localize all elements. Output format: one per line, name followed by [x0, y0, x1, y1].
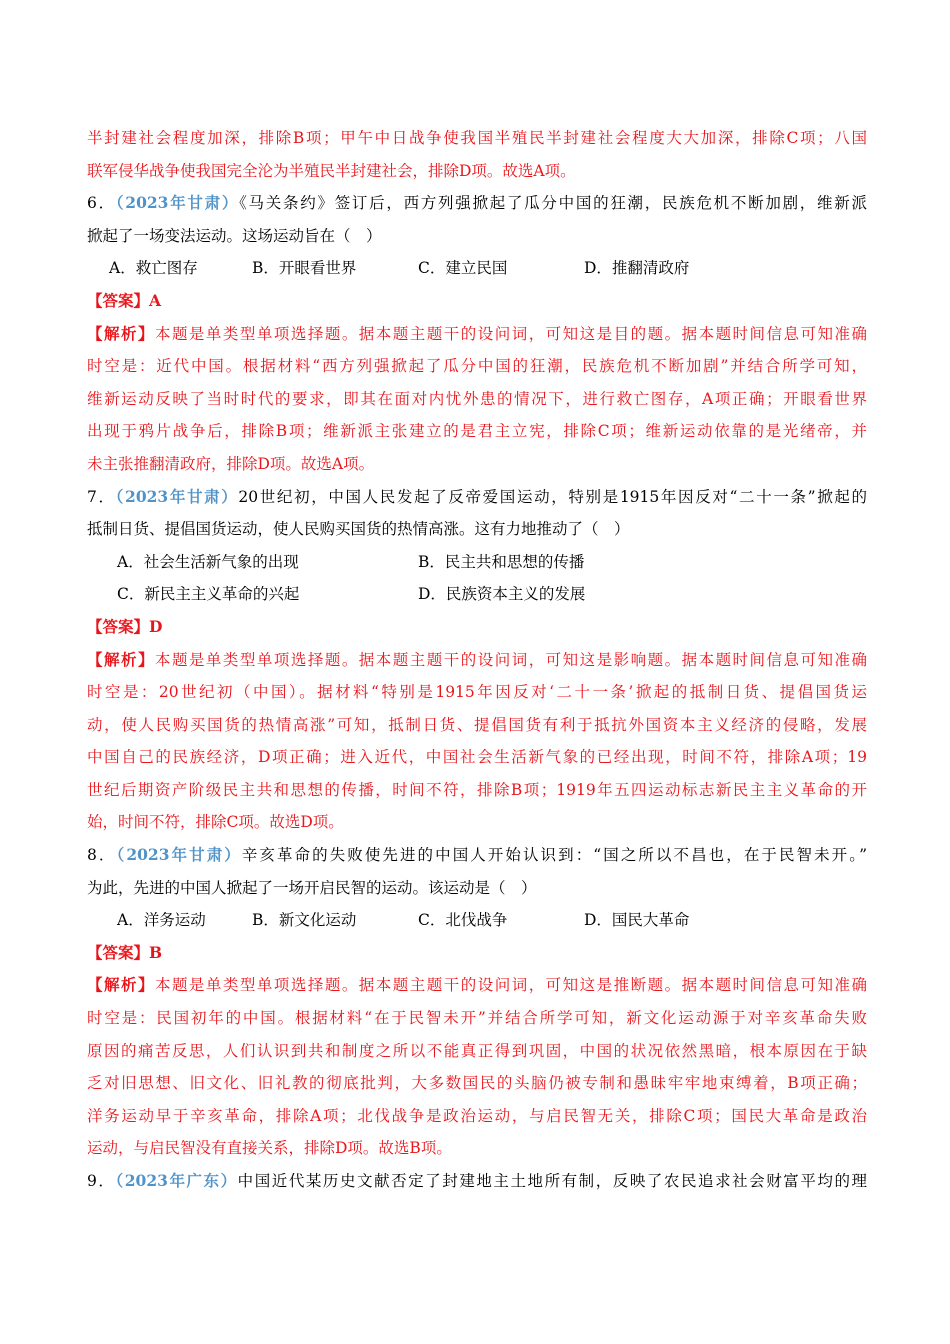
- analysis-label: 【解析】: [87, 975, 155, 995]
- analysis-line: 【解析】本题是单类型单项选择题。据本题主题干的设问词，可知这是影响题。据本题时间信息可知准确: [87, 649, 867, 669]
- analysis-line: 动，使人民购买国货的热情高涨”可知，抵制日货、提倡国货有利于抵抗外国资本主义经济的侵略，发展: [87, 715, 867, 734]
- options-row: [87, 252, 867, 285]
- analysis-line: 世纪后期资产阶级民主共和思想的传播，时间不符，排除B项；1919年五四运动标志新民主主义革命的开: [87, 780, 867, 799]
- analysis-line: 原因的痛苦反思，人们认识到共和制度之所以不能真正得到巩固，中国的状况依然黑暗，根本原因在于缺: [87, 1041, 867, 1060]
- question-6: [87, 187, 867, 480]
- option-a: A．洋务运动: [117, 911, 206, 930]
- analysis-label: 【解析】: [87, 323, 155, 343]
- analysis-line: 未主张推翻清政府，排除D项。故选A项。: [87, 454, 375, 473]
- option-d: D．推翻清政府: [584, 259, 690, 278]
- source-tag: （2023年广东）: [115, 1171, 238, 1190]
- question-number: 6．: [87, 194, 116, 213]
- analysis-line: 运动，与启民智没有直接关系，排除D项。故选B项。: [87, 1139, 452, 1158]
- analysis-continuation-line: 半封建社会程度加深，排除B项；甲午中日战争使我国半殖民半封建社会程度大大加深，排除C项；八国: [87, 129, 867, 147]
- analysis-line: 乏对旧思想、旧文化、旧礼教的彻底批判，大多数国民的头脑仍被专制和愚昧牢牢地束缚着，B项正确；: [87, 1074, 867, 1093]
- question-9: [87, 1165, 867, 1198]
- analysis-line: 中国自己的民族经济，D项正确；进入近代，中国社会生活新气象的已经出现，时间不符，排除A项；19: [87, 748, 867, 767]
- question-stem: 8．（2023年甘肃）辛亥革命的失败使先进的中国人开始认识到：“国之所以不昌也，在于民智未开。”: [87, 845, 867, 865]
- options-row: [87, 904, 867, 937]
- option-d: D．民族资本主义的发展: [418, 585, 586, 604]
- question-stem-line: 掀起了一场变法运动。这场运动旨在（ ）: [87, 226, 382, 245]
- analysis-line: 【解析】本题是单类型单项选择题。据本题主题干的设问词，可知这是推断题。据本题时间信息可知准确: [87, 975, 867, 995]
- option-c: C．新民主主义革命的兴起: [117, 585, 300, 604]
- answer-line: 【答案】A: [87, 290, 162, 310]
- option-a: A．救亡图存: [109, 259, 198, 278]
- question-stem-line: 为此，先进的中国人掀起了一场开启民智的运动。该运动是（ ）: [87, 878, 537, 897]
- option-c: C．建立民国: [418, 259, 508, 278]
- question-stem: 9．（2023年广东）中国近代某历史文献否定了封建地主土地所有制，反映了农民追求社会财富平均的理: [87, 1171, 867, 1190]
- question-stem: 7．（2023年甘肃）20世纪初，中国人民发起了反帝爱国运动，特别是1915年因反对“二十一条”掀起的: [87, 486, 867, 506]
- question-number: 9．: [87, 1172, 116, 1190]
- option-b: B．开眼看世界: [252, 259, 357, 278]
- question-number: 7．: [87, 487, 116, 506]
- option-a: A．社会生活新气象的出现: [117, 552, 299, 571]
- analysis-line: 时空是：民国初年的中国。根据材料“在于民智未开”并结合所学可知，新文化运动源于对辛亥革命失败: [87, 1009, 867, 1028]
- analysis-continuation-line: 联军侵华战争使我国完全沦为半殖民半封建社会，排除D项。故选A项。: [87, 161, 576, 180]
- answer-line: 【答案】B: [87, 942, 163, 962]
- analysis-line: 时空是：近代中国。根据材料“西方列强掀起了瓜分中国的狂潮，民族危机不断加剧”并结合所学可知，: [87, 357, 867, 376]
- source-tag: （2023年甘肃）: [116, 845, 242, 865]
- source-tag: （2023年甘肃）: [115, 486, 239, 506]
- analysis-line: 出现于鸦片战争后，排除B项；维新派主张建立的是君主立宪，排除C项；维新运动依靠的是光绪帝，并: [87, 422, 867, 441]
- option-d: D．国民大革命: [584, 911, 690, 930]
- analysis-line: 始，时间不符，排除C项。故选D项。: [87, 813, 344, 832]
- answer-line: 【答案】D: [87, 616, 163, 636]
- document-page: [87, 122, 867, 1198]
- analysis-line: 维新运动反映了当时时代的要求，即其在面对内忧外患的情况下，进行救亡图存，A项正确；开眼看世界: [87, 389, 867, 408]
- analysis-line: 时空是：20世纪初（中国）。据材料“特别是1915年因反对‘二十一条’掀起的抵制日货、提倡国货运: [87, 683, 867, 702]
- answer-value: B: [149, 942, 163, 962]
- option-c: C．北伐战争: [418, 911, 508, 930]
- option-b: B．民主共和思想的传播: [418, 552, 585, 571]
- analysis-line: 洋务运动早于辛亥革命，排除A项；北伐战争是政治运动，与启民智无关，排除C项；国民大革命是政治: [87, 1106, 867, 1125]
- options-row: [87, 578, 867, 611]
- question-stem-line: 抵制日货、提倡国货运动，使人民购买国货的热情高涨。这有力地推动了（ ）: [87, 520, 630, 539]
- option-b: B．新文化运动: [252, 911, 357, 930]
- analysis-label: 【解析】: [87, 649, 155, 669]
- question-8: [87, 839, 867, 1165]
- answer-value: A: [149, 290, 162, 310]
- analysis-line: 【解析】本题是单类型单项选择题。据本题主题干的设问词，可知这是目的题。据本题时间信息可知准确: [87, 323, 867, 343]
- question-stem: 6．（2023年甘肃）《马关条约》签订后，西方列强掀起了瓜分中国的狂潮，民族危机不断加剧，维新派: [87, 193, 867, 213]
- question-number: 8．: [87, 846, 117, 865]
- options-row: [87, 546, 867, 579]
- answer-value: D: [149, 616, 163, 636]
- question-7: [87, 481, 867, 840]
- source-tag: （2023年甘肃）: [115, 193, 240, 213]
